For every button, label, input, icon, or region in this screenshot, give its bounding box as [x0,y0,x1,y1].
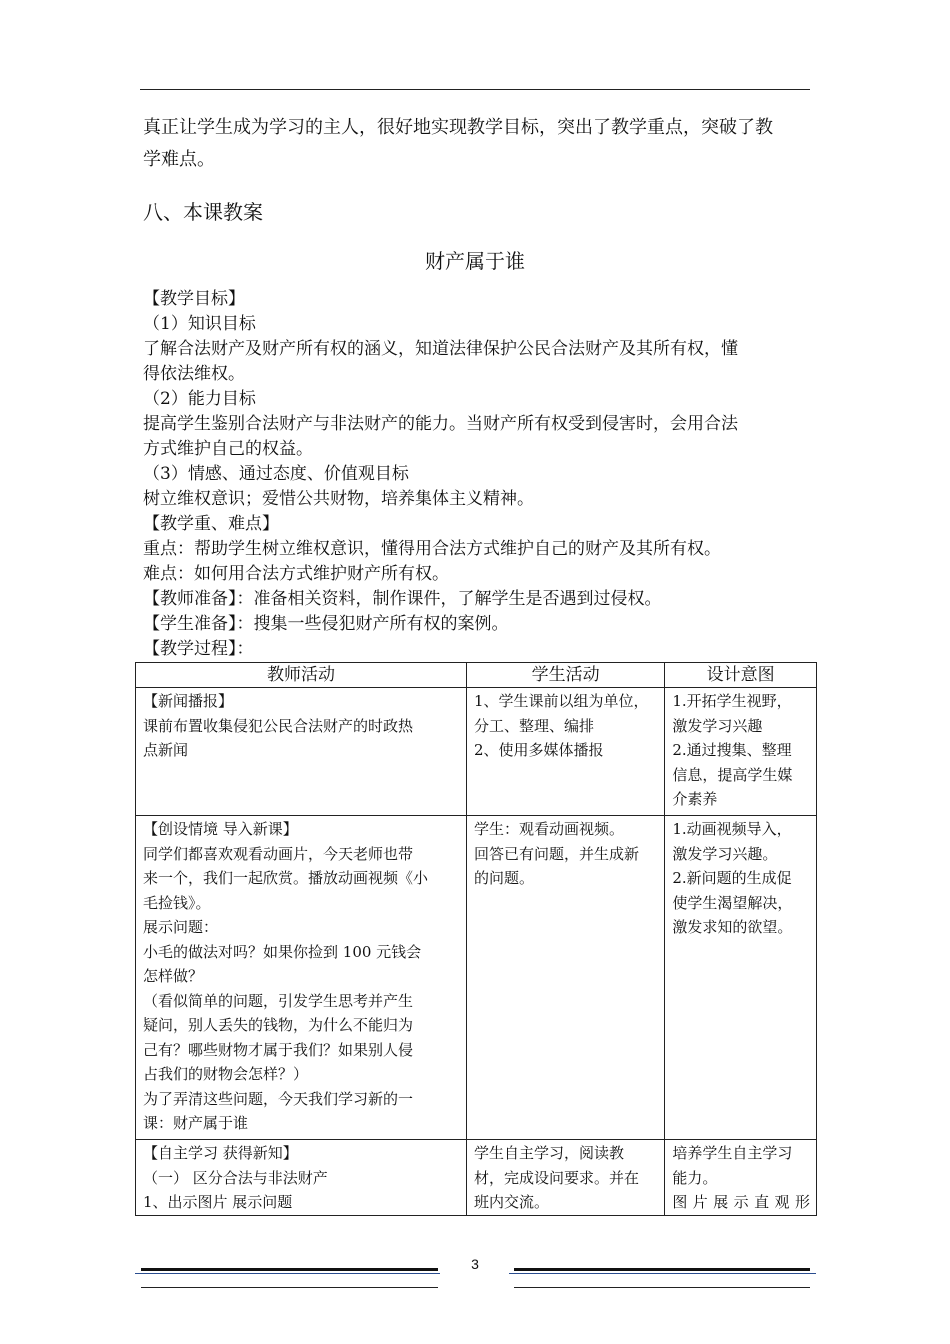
cell-line: 己有？哪些财物才属于我们？如果别人侵 [143,1040,414,1059]
table-row [136,1140,817,1216]
cell-line: 展示问题： [143,918,219,936]
header-design-intent: 设计意图 [665,663,817,688]
cell-line: 小毛的做法对吗？如果你捡到 100 元钱会 [143,942,422,961]
cell-line: 激发学习兴趣。 [672,844,778,863]
cell-line: 图片展示直观形 [672,1193,810,1211]
design-intent-cell [665,816,817,1140]
section-title: 八、本课教案 [143,200,263,224]
knowledge-text-line-1: 了解合法财产及财产所有权的涵义，知道法律保护公民合法财产及其所有权，懂 [143,339,738,359]
design-intent-cell [665,688,817,816]
cell-line: 1.动画视频导入， [672,820,792,838]
footer-rule-left-bottom [141,1287,438,1288]
cell-line: 课前布置收集侵犯公民合法财产的时政热 [143,716,414,735]
cell-line: 同学们都喜欢观看动画片，今天老师也带 [143,844,414,863]
cell-line: 使学生渴望解决， [672,893,793,912]
cell-line: 【新闻播报】 [143,692,234,710]
cell-line: 能力。 [672,1168,718,1187]
key-point: 重点：帮助学生树立维权意识，懂得用合法方式维护自己的财产及其所有权。 [143,539,721,559]
student-activity-cell [466,1140,664,1216]
ability-text-line-2: 方式维护自己的权益。 [143,439,313,459]
difficult-point: 难点：如何用合法方式维护财产所有权。 [143,564,449,584]
cell-line: （看似简单的问题，引发学生思考并产生 [143,991,414,1010]
cell-line: （一） 区分合法与非法财产 [143,1168,328,1187]
key-points-heading: 【教学重、难点】 [143,514,279,534]
cell-line: 1、出示图片 展示问题 [143,1193,293,1211]
header-rule [140,89,810,90]
cell-line: 分工、整理、编排 [473,716,594,735]
table-row [136,816,817,1140]
objectives-heading: 【教学目标】 [143,289,245,309]
cell-line: 信息，提高学生媒 [672,765,793,784]
table-header-row [136,663,817,688]
footer-rule-left-thick [141,1268,438,1271]
cell-line: 2、使用多媒体播报 [473,741,604,759]
student-activity-cell [466,688,664,816]
student-activity-cell [466,816,664,1140]
cell-line: 1.开拓学生视野， [672,692,792,710]
cell-line: 2.新问题的生成促 [672,869,792,887]
teacher-activity-cell [136,1140,467,1216]
cell-line: 介素养 [672,790,718,808]
cell-line: 学生自主学习，阅读教 [473,1144,624,1162]
cell-line: 【创设情境 导入新课】 [143,820,298,838]
cell-line: 来一个，我们一起欣赏。播放动画视频《小 [143,869,429,887]
cell-line: 激发学习兴趣 [672,716,763,735]
design-intent-cell [665,1140,817,1216]
teaching-process-table [135,662,817,1216]
lesson-title: 财产属于谁 [425,249,525,273]
knowledge-text-line-2: 得依法维权。 [143,364,245,384]
cell-line: 2.通过搜集、整理 [672,741,792,759]
header-teacher-activity: 教师活动 [136,663,467,688]
cell-line: 怎样做？ [143,967,204,985]
teacher-activity-cell [136,688,467,816]
intro-paragraph-line-2: 学难点。 [143,149,215,170]
footer-rule-right-bottom [514,1287,810,1288]
table-row [136,688,817,816]
cell-line: 材，完成设问要求。并在 [473,1168,639,1187]
values-heading: （3）情感、通过态度、价值观目标 [143,464,409,484]
cell-line: 为了弄清这些问题，今天我们学习新的一 [143,1089,414,1108]
values-text: 树立维权意识；爱惜公共财物，培养集体主义精神。 [143,489,534,509]
footer-rule-right-thick [514,1268,810,1271]
page-number: 3 [471,1256,479,1272]
student-prep: 【学生准备】：搜集一些侵犯财产所有权的案例。 [143,614,509,634]
cell-line: 疑问，别人丢失的钱物，为什么不能归为 [143,1016,414,1034]
ability-heading: （2）能力目标 [143,389,256,409]
ability-text-line-1: 提高学生鉴别合法财产与非法财产的能力。当财产所有权受到侵害时，会用合法 [143,414,738,434]
teacher-activity-cell [136,816,467,1140]
intro-paragraph-line-1: 真正让学生成为学习的主人，很好地实现教学目标，突出了教学重点，突破了教 [143,117,773,138]
header-student-activity: 学生活动 [466,663,664,688]
cell-line: 的问题。 [473,869,534,887]
cell-line: 回答已有问题，并生成新 [473,844,639,863]
cell-line: 【自主学习 获得新知】 [143,1144,298,1162]
footer-rule-right-thin [509,1273,816,1274]
cell-line: 占我们的财物会怎样？） [143,1065,309,1083]
cell-line: 培养学生自主学习 [672,1144,793,1162]
process-heading: 【教学过程】： [143,639,254,659]
cell-line: 班内交流。 [473,1193,549,1211]
cell-line: 毛捡钱》。 [143,893,211,912]
cell-line: 1、学生课前以组为单位， [473,692,649,710]
cell-line: 课：财产属于谁 [143,1114,249,1132]
cell-line: 学生：观看动画视频。 [473,820,624,838]
cell-line: 激发求知的欲望。 [672,918,793,936]
teacher-prep: 【教师准备】：准备相关资料，制作课件，了解学生是否遇到过侵权。 [143,589,662,609]
footer-rule-left-thin [135,1273,440,1274]
knowledge-heading: （1）知识目标 [143,314,256,334]
cell-line: 点新闻 [143,741,189,759]
